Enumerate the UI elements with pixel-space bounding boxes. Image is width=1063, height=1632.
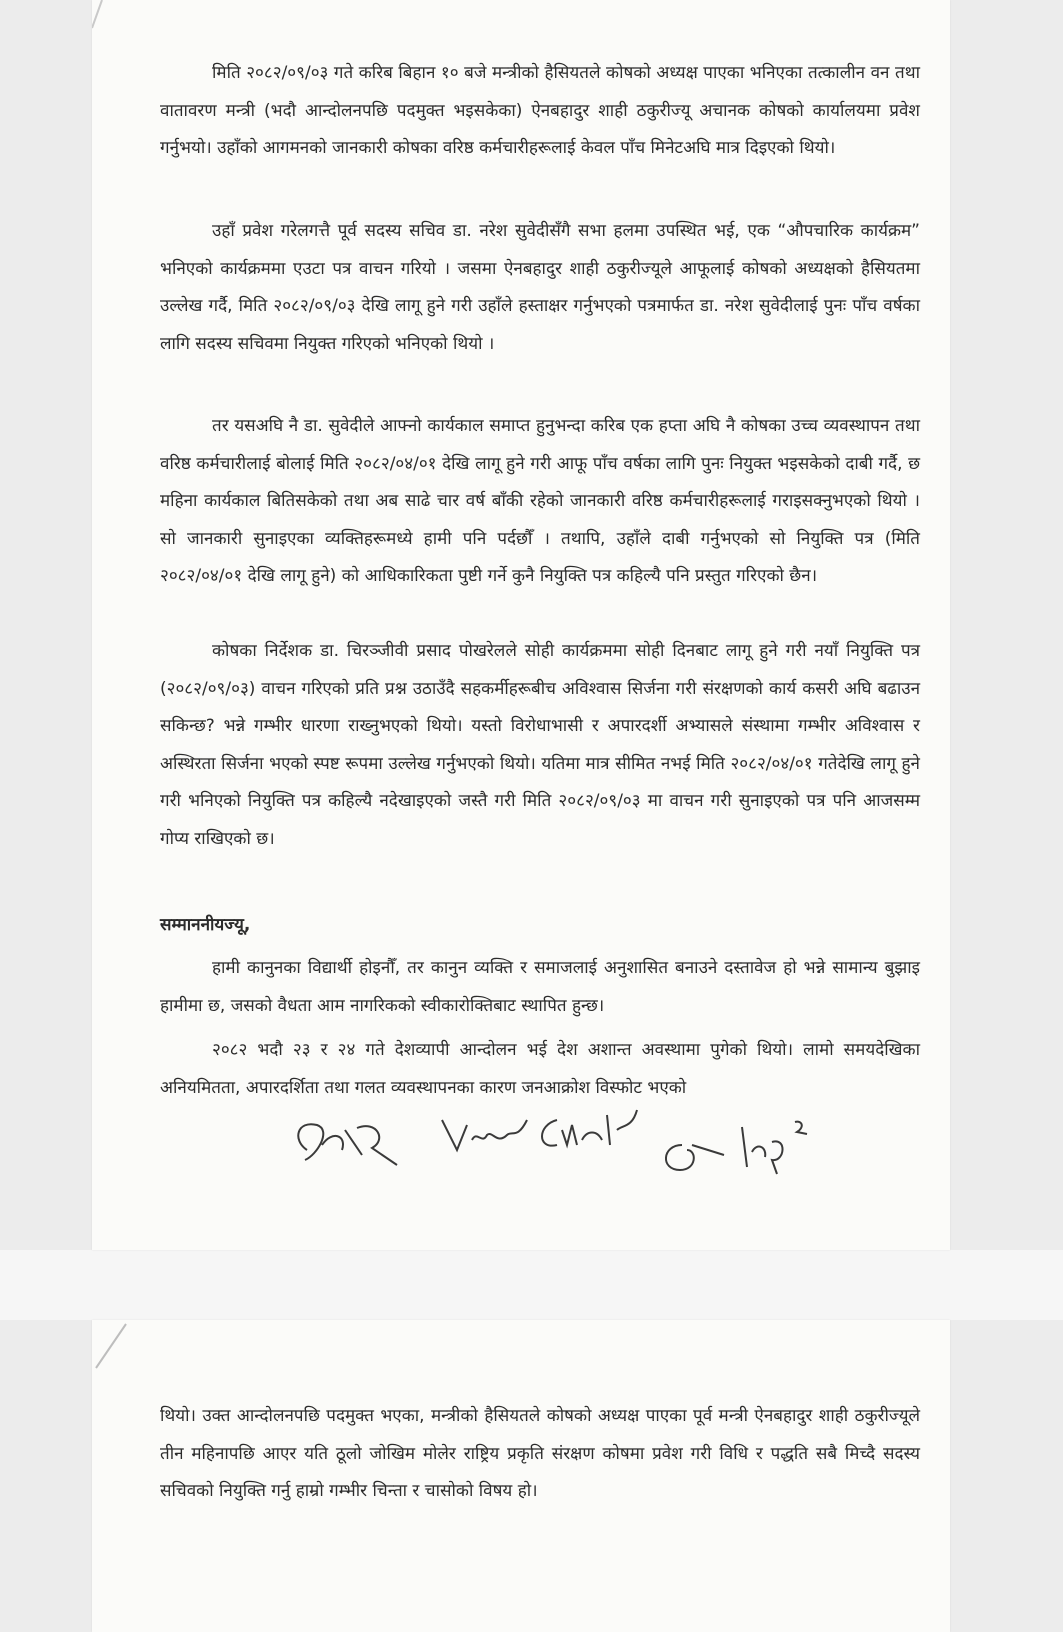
- paragraph-6: २०८२ भदौ २३ र २४ गते देशव्यापी आन्दोलन भई देश अशान्त अवस्थामा पुगेको थियो। लामो समयदेखिका अनियमितता, अपारदर्शिता तथा गलत व्यवस्थापनका कारण जनआक्रोश विस्फोट भएको: [160, 1040, 920, 1098]
- signature-3: [532, 1100, 652, 1160]
- page-gap: [0, 1250, 1063, 1320]
- page-fold-mark: [92, 0, 112, 30]
- paragraph-2: उहाँ प्रवेश गरेलगत्तै पूर्व सदस्य सचिव डा. नरेश सुवेदीसँगै सभा हलमा उपस्थित भई, एक “औपचारिक कार्यक्रम” भनिएको कार्यक्रममा एउटा पत्र वाचन गरियो । जसमा ऐनबहादुर शाही ठकुरीज्यूले आफूलाई कोषको अध्यक्षको हैसियतमा उल्लेख गर्दै, मिति २०८२/०९/०३ देखि लागू हुने गरी उहाँले हस्ताक्षर गर्नुभएको पत्रमार्फत डा. नरेश सुवेदीलाई पुनः पाँच वर्षका लागि सदस्य सचिवमा नियुक्त गरिएको भनिएको थियो ।: [160, 221, 920, 354]
- signature-2: [437, 1110, 537, 1160]
- paragraph-1: मिति २०८२/०९/०३ गते करिब बिहान १० बजे मन्त्रीको हैसियतले कोषको अध्यक्ष पाएका भनिएका तत्कालीन वन तथा वातावरण मन्त्री (भदौ आन्दोलनपछि पदमुक्त भइसकेका) ऐनबहादुर शाही ठकुरीज्यू अचानक कोषको कार्यालयमा प्रवेश गर्नुभयो। उहाँको आगमनको जानकारी कोषका वरिष्ठ कर्मचारीहरूलाई केवल पाँच मिनेटअघि मात्र दिइएको थियो।: [160, 63, 920, 158]
- paragraph-3: तर यसअघि नै डा. सुवेदीले आफ्नो कार्यकाल समाप्त हुनुभन्दा करिब एक हप्ता अघि नै कोषका उच्च व्यवस्थापन तथा वरिष्ठ कर्मचारीलाई बोलाई मिति २०८२/०४/०१ देखि लागू हुने गरी आफू पाँच वर्षका लागि पुनः नियुक्त भइसकेको दाबी गर्दै, छ महिना कार्यकाल बितिसकेको तथा अब साढे चार वर्ष बाँकी रहेको जानकारी वरिष्ठ कर्मचारीहरूलाई गराइसक्नुभएको थियो । सो जानकारी सुनाइएका व्यक्तिहरूमध्ये हामी पनि पर्दछौँ । तथापि, उहाँले दाबी गर्नुभएको सो नियुक्ति पत्र (मिति २०८२/०४/०१ देखि लागू हुने) को आधिकारिकता पुष्टी गर्ने कुनै नियुक्ति पत्र कहिल्यै पनि प्रस्तुत गरिएको छैन।: [160, 416, 920, 586]
- paragraph-7: थियो। उक्त आन्दोलनपछि पदमुक्त भएका, मन्त्रीको हैसियतले कोषको अध्यक्ष पाएका पूर्व मन्त्री ऐनबहादुर शाही ठकुरीज्यूले तीन महिनापछि आएर यति ठूलो जोखिम मोलेर राष्ट्रिय प्रकृति संरक्षण कोषमा प्रवेश गरी विधि र पद्धति सबै मिच्दै सदस्य सचिवको नियुक्ति गर्नु हाम्रो गम्भीर चिन्ता र चासोको विषय हो।: [160, 1406, 920, 1501]
- signature-1: [287, 1110, 407, 1180]
- salutation: सम्माननीयज्यू,: [160, 915, 251, 935]
- document-page-2: [92, 1320, 950, 1632]
- signature-4: [652, 1125, 732, 1185]
- paragraph-5: हामी कानुनका विद्यार्थी होइनौँ, तर कानुन व्यक्ति र समाजलाई अनुशासित बनाउने दस्तावेज हो भन्ने सामान्य बुझाइ हामीमा छ, जसको वैधता आम नागरिकको स्वीकारोक्तिबाट स्थापित हुन्छ।: [160, 958, 920, 1016]
- paragraph-4: कोषका निर्देशक डा. चिरञ्जीवी प्रसाद पोखरेलले सोही कार्यक्रममा सोही दिनबाट लागू हुने गरी नयाँ नियुक्ति पत्र (२०८२/०९/०३) वाचन गरिएको प्रति प्रश्न उठाउँदै सहकर्मीहरूबीच अविश्वास सिर्जना गरी संरक्षणको कार्य कसरी अघि बढाउन सकिन्छ? भन्ने गम्भीर धारणा राख्नुभएको थियो। यस्तो विरोधाभासी र अपारदर्शी अभ्यासले संस्थामा गम्भीर अविश्वास र अस्थिरता सिर्जना भएको स्पष्ट रूपमा उल्लेख गर्नुभएको थियो। यतिमा मात्र सीमित नभई मिति २०८२/०४/०१ गतेदेखि लागू हुने गरी भनिएको नियुक्ति पत्र कहिल्यै नदेखाइएको जस्तै गरी मिति २०८२/०९/०३ मा वाचन गरी सुनाइएको पत्र पनि आजसम्म गोप्य राखिएको छ।: [160, 641, 920, 849]
- signature-5: [727, 1112, 817, 1182]
- page-fold-mark: [92, 1320, 132, 1370]
- document-page-1: [92, 0, 950, 1250]
